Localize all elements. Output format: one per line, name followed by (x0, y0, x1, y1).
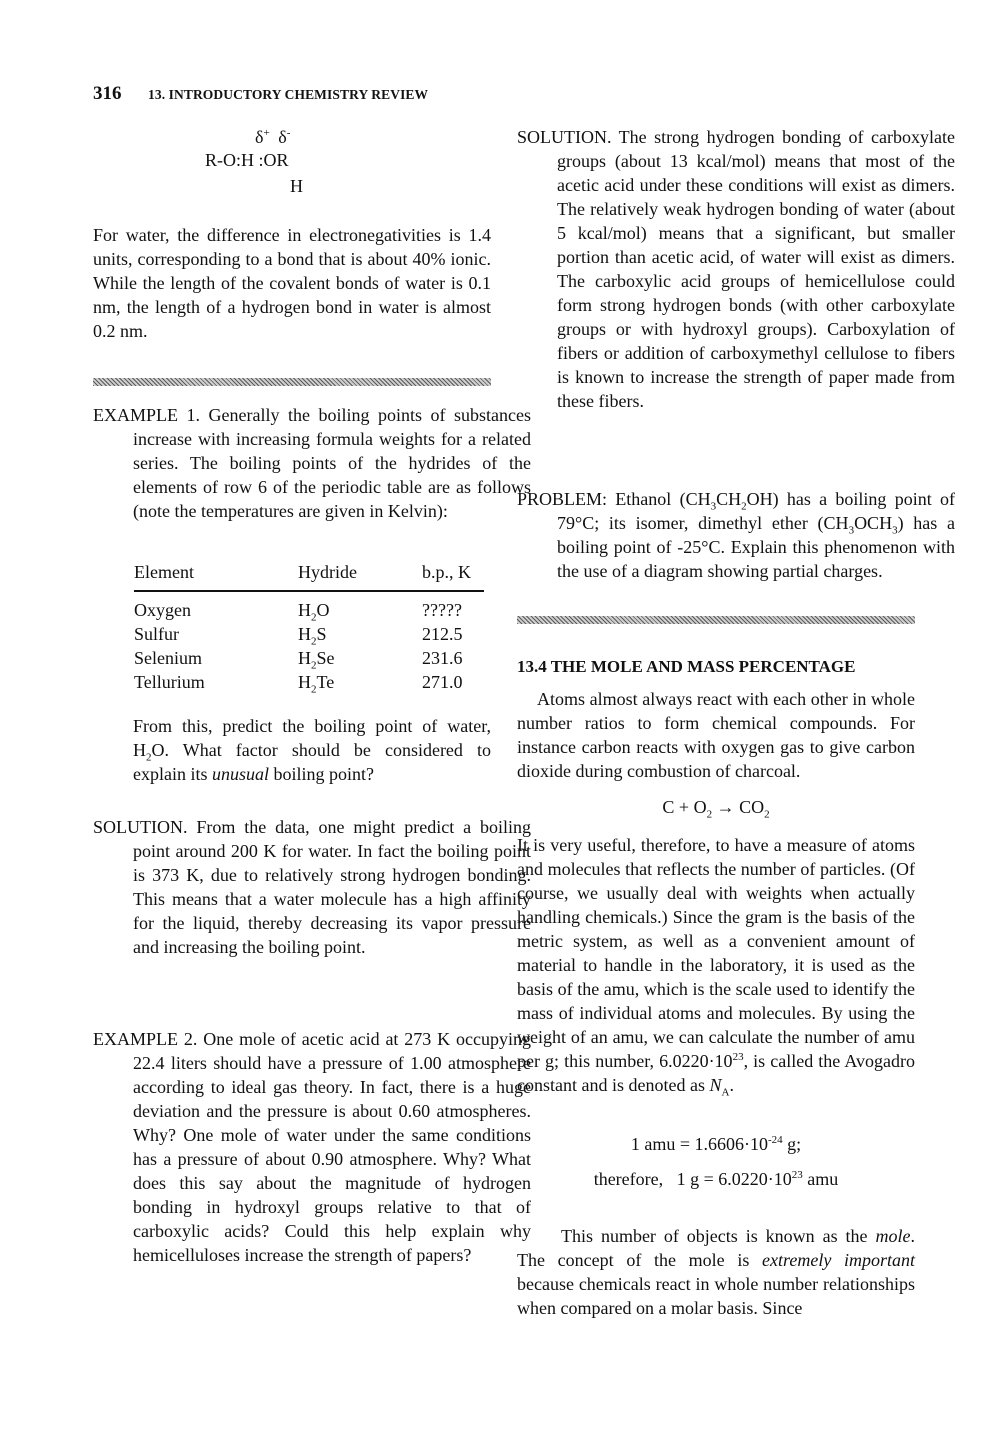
mole-definition-paragraph: This number of objects is known as the mole. The concept of the mole is extremely important because chemicals react in whole number relationships when compared on a molar basis. Since (517, 1226, 916, 1318)
mole-intro-paragraph: Atoms almost always react with each other in whole number ratios to form chemical compounds. For instance carbon reacts with oxygen gas to give carbon dioxide during combustion of charcoal. (517, 689, 915, 781)
diagram-line-1: R-O:H :OR (205, 150, 289, 170)
running-head: 13. INTRODUCTORY CHEMISTRY REVIEW (148, 87, 429, 102)
gram-equation: therefore, 1 $g = 6.0220\cdot 10^{23}$ amu (593, 1169, 839, 1189)
example-1-question: From this, predict the boiling point of water, $H_2O$. What factor should be considered to explain its unusual boiling point? (133, 716, 491, 784)
table-row (134, 622, 484, 646)
solution-2-text: SOLUTION. The strong hydrogen bonding of carboxylate groups (about 13 kcal/mol) means that most of the acetic acid under these conditions will exist as dimers. The relatively weak hydrogen bonding of water (about 5 kcal/mol) means that a significant, but smaller portion than acetic acid, of water will exist as dimers. The carboxylic acid groups of hemicellulose could form strong hydrogen bonds (with other carboxylate groups or with hydroxyl groups). Carboxylation of fibers or addition of carboxymethyl cellulose to fibers is known to increase the strength of paper made from these fibers. (517, 127, 955, 411)
diagram-line-2: H (290, 176, 303, 196)
hydrogen-bond-diagram (205, 125, 345, 195)
cell-hydride: $H_2Se$ (298, 648, 335, 672)
delta-minus-symbol: δ (278, 127, 287, 147)
table-row (134, 670, 484, 694)
minus-sign: - (286, 127, 291, 139)
table-header-hydride: Hydride (298, 562, 357, 582)
boiling-point-table (134, 560, 484, 694)
example-2-text: EXAMPLE 2. One mole of acetic acid at 273 K occupying 22.4 liters should have a pressure of 1.00 atmosphere according to ideal gas theory. In fact, there is a huge deviation and the pressure is about 0.60 atmospheres. Why? One mole of water under the same conditions has a pressure of about 0.90 atmosphere. Why? What does this say about the magnitude of hydrogen bonding in hydroxyl groups relative to that of carboxylic acids? Could this help explain why hemicelluloses increase the strength of papers? (93, 1029, 531, 1265)
cell-element: Sulfur (134, 624, 179, 644)
cell-hydride: $H_2Te$ (298, 672, 335, 696)
table-header-element: Element (134, 562, 194, 582)
cell-element: Tellurium (134, 672, 205, 692)
water-paragraph: For water, the difference in electronegativities is 1.4 units, corresponding to a bond that is about 40% ionic. While the length of the covalent bonds of water is 0.1 nm, the length of a hydrogen bond in water is almost 0.2 nm. (93, 225, 491, 341)
cell-hydride: $H_2S$ (298, 624, 327, 648)
cell-bp: 212.5 (422, 624, 463, 644)
cell-bp: 271.0 (422, 672, 463, 692)
divider-hatch-left (93, 378, 491, 386)
problem-text: PROBLEM: Ethanol $(CH_3CH_2OH)$ has a boiling point of 79°C; its isomer, dimethyl ether $(CH_3OCH_3)$ has a boiling point of -25°C. Explain this phenomenon with the use of a diagram showing partial charges. (517, 489, 955, 581)
cell-element: Oxygen (134, 600, 191, 620)
delta-plus-symbol: δ (255, 127, 264, 147)
cell-hydride: $H_2O$ (298, 600, 330, 624)
table-row (134, 598, 484, 622)
divider-hatch-right (517, 616, 915, 624)
table-header-row (134, 560, 484, 591)
table-row (134, 646, 484, 670)
page-header (93, 82, 613, 108)
combustion-equation: $C + O_2 \to CO_2$ (662, 797, 770, 821)
table-header-bp: b.p., K (422, 562, 471, 582)
page-number: 316 (93, 83, 122, 104)
amu-equation: 1 amu = $1.6606\cdot 10^{-24}$ g; (630, 1134, 802, 1154)
solution-1-text: SOLUTION. From the data, one might predict a boiling point around 200 K for water. In fact the boiling point is 373 K, due to relatively strong hydrogen bonding. This means that a water molecule has a high affinity for the liquid, thereby decreasing its vapor pressure and increasing the boiling point. (93, 817, 531, 957)
example-1-text: EXAMPLE 1. Generally the boiling points of substances increase with increasing formula weights for a related series. The boiling points of the hydrides of the elements of row 6 of the periodic table are as follows (note the temperatures are given in Kelvin): (93, 405, 531, 521)
plus-sign: + (263, 127, 270, 139)
section-heading: 13.4 THE MOLE AND MASS PERCENTAGE (517, 657, 856, 676)
avogadro-paragraph: It is very useful, therefore, to have a measure of atoms and molecules that reflects the number of particles. (Of course, we usually deal with weights when actually handling chemicals.) Since the gram is the basis of the metric system, as well as a convenient amount of material to handle in the laboratory, it is used as the basis of the amu, which is the scale used to identify the mass of individual atoms and molecules. By using the weight of an amu, we can calculate the number of amu per g; this number, $6.0220\cdot 10^{23}$, is called the Avogadro constant and is denoted as $N_A$. (517, 835, 915, 1099)
cell-element: Selenium (134, 648, 202, 668)
cell-bp: ????? (422, 600, 462, 620)
partial-charge-labels (255, 125, 290, 149)
cell-bp: 231.6 (422, 648, 463, 668)
